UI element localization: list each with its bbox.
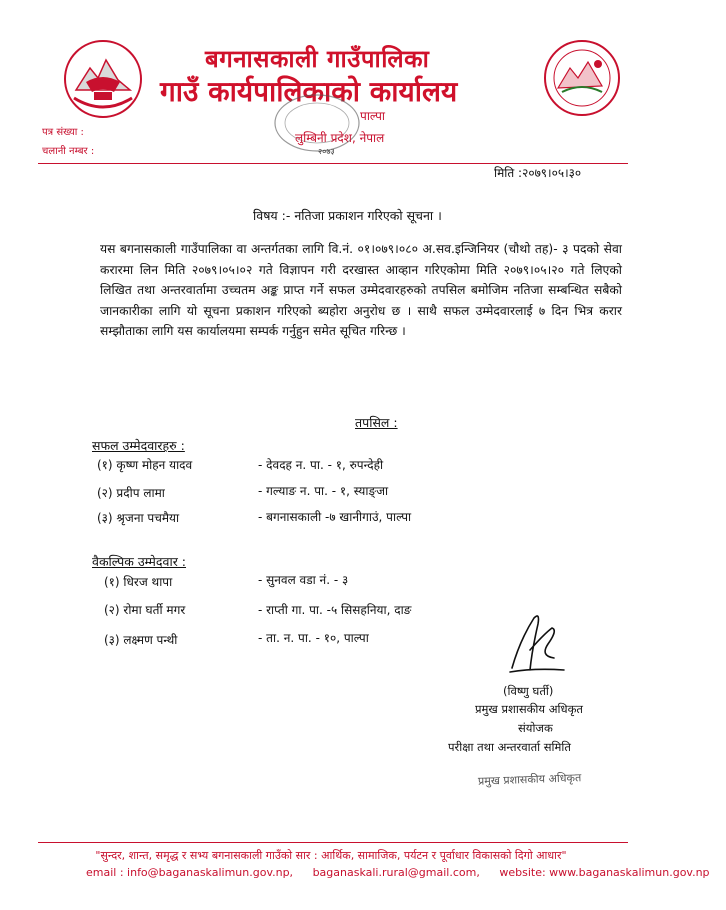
patra-sankhya-label: पत्र संख्या : xyxy=(42,127,84,138)
address-province: लुम्बिनी प्रदेश, नेपाल xyxy=(295,131,385,145)
municipality-logo-icon xyxy=(542,38,622,118)
successful-address-1: - देवदह न. पा. - १, रुपन्देही xyxy=(258,458,384,472)
alternate-name-1: (१) धिरज थापा xyxy=(104,575,173,589)
chalani-number-label: चलानी नम्बर : xyxy=(42,146,95,157)
signatory-role: संयोजक xyxy=(518,721,553,735)
footer-slogan: "सुन्दर, शान्त, समृद्ध र सभ्य बगनासकाली गाउँको सार : आर्थिक, सामाजिक, पर्यटन र पूर्वाधार विकासको दिगो आधार" xyxy=(95,849,567,862)
notice-subject: विषय :- नतिजा प्रकाशन गरिएको सूचना । xyxy=(253,208,442,223)
footer-divider xyxy=(38,842,628,843)
notice-body: यस बगनासकाली गाउँपालिका वा अन्तर्गतका लागि वि.नं. ०१।०७९।०८० अ.सव.इन्जिनियर (चौथो तह)- ३ पदको सेवा करारमा लिन मिति २०७९।०५।०२ गते विज्ञापन गरी दरखास्त आव्हान गरिएकोमा मिति २०७९।०५।२० गते लिएको लिखित तथा अन्तरवार्तामा उच्चतम अङ्क प्राप्त गर्ने सफल उम्मेदवारहरुको तपसिल बमोजिम नतिजा सम्बन्धित सबैको जानकारीका लागि यो सूचना प्रकाशन गरिएको ब्यहोरा अनुरोध छ । साथै सफल उम्मेदवारलाई ७ दिन भित्र करार सम्झौताका लागि यस कार्यालयमा सम्पर्क गर्नुहुन समेत सूचित गरिन्छ । xyxy=(100,242,622,338)
stamp-number: २०७३ xyxy=(318,147,335,156)
notice-date: मिति :२०७९।०५।३० xyxy=(494,166,582,180)
signature-scribble xyxy=(500,610,570,678)
alternate-candidates-heading: वैकल्पिक उम्मेदवार : xyxy=(92,554,187,569)
office-title-line2: गाउँ कार्यपालिकाको कार्यालय xyxy=(160,75,458,108)
successful-name-3: (३) श्रृजना पचमैया xyxy=(97,511,180,525)
office-title-line1: बगनासकाली गाउँपालिका xyxy=(205,45,430,73)
alternate-address-1: - सुनवल वडा नं. - ३ xyxy=(258,573,349,587)
footer-contact xyxy=(86,866,726,879)
address-district: पाल्पा xyxy=(360,109,385,123)
successful-name-2: (२) प्रदीप लामा xyxy=(97,486,165,500)
signatory-name: (विष्णु घर्ती) xyxy=(503,684,554,698)
footer-website[interactable]: website: www.baganaskalimun.gov.np xyxy=(499,866,710,879)
footer-email-2[interactable]: baganaskali.rural@gmail.com, xyxy=(312,866,480,879)
successful-candidates-heading: सफल उम्मेदवारहरु : xyxy=(92,438,185,453)
footer-email[interactable]: email : info@baganaskalimun.gov.np, xyxy=(86,866,294,879)
alternate-name-2: (२) रोमा घर्ती मगर xyxy=(104,603,186,617)
alternate-address-3: - ता. न. पा. - १०, पाल्पा xyxy=(258,631,369,645)
officer-stamp: प्रमुख प्रशासकीय अधिकृत xyxy=(477,771,582,788)
successful-address-2: - गल्याङ न. पा. - १, स्याङ्जा xyxy=(258,484,389,498)
alternate-name-3: (३) लक्ष्मण पन्थी xyxy=(104,633,178,647)
nepal-emblem-icon xyxy=(62,38,144,120)
signatory-committee: परीक्षा तथा अन्तरवार्ता समिति xyxy=(448,740,571,754)
signatory-title: प्रमुख प्रशासकीय अधिकृत xyxy=(475,702,583,716)
successful-address-3: - बगनासकाली -७ खानीगाउं, पाल्पा xyxy=(258,510,412,524)
alternate-address-2: - राप्ती गा. पा. -५ सिसहनिया, दाङ xyxy=(258,603,412,617)
successful-name-1: (१) कृष्ण मोहन यादव xyxy=(97,458,193,472)
tapasil-heading: तपसिल : xyxy=(355,415,398,430)
